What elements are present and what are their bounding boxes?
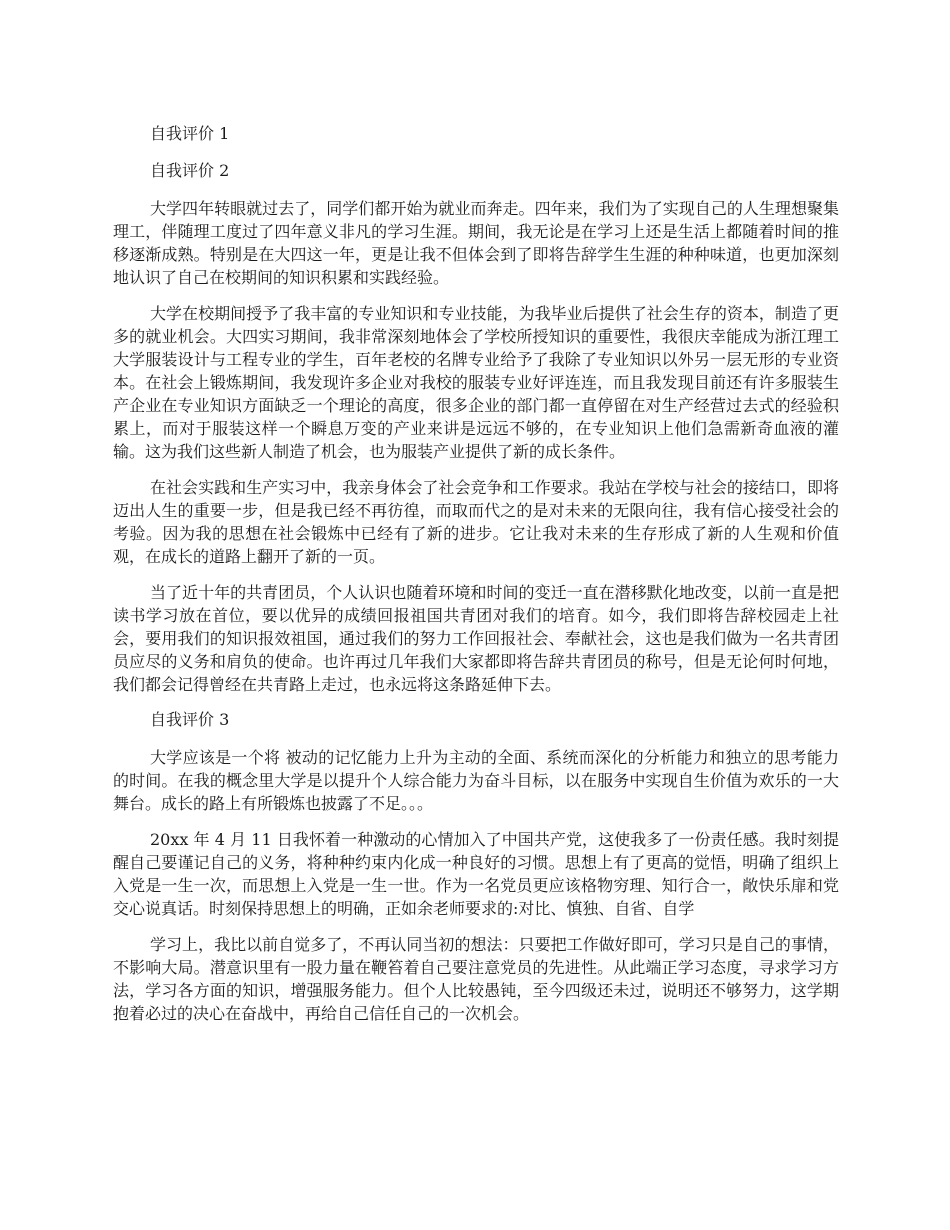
paragraph: 大学应该是一个将 被动的记忆能力上升为主动的全面、系统而深化的分析能力和独立的思考能力的时间。在我的概念里大学是以提升个人综合能力为奋斗目标，以在服务中实现自生价值为欢乐的一大舞台。成长的路上有所锻炼也披露了不足。。。: [113, 748, 839, 813]
section-heading-3: 自我评价 3: [150, 710, 230, 729]
paragraph: 大学在校期间授予了我丰富的专业知识和专业技能，为我毕业后提供了社会生存的资本，制造了更多的就业机会。大四实习期间，我非常深刻地体会了学校所授知识的重要性，我很庆幸能成为浙江理工大学服装设计与工程专业的学生，百年老校的名牌专业给予了我除了专业知识以外另一层无形的专业资本。在社会上锻炼期间，我发现许多企业对我校的服装专业好评连连，而且我发现目前还有许多服装生产企业在专业知识方面缺乏一个理论的高度，很多企业的部门都一直停留在对生产经营过去式的经验积累上，而对于服装这样一个瞬息万变的产业来讲是远远不够的，在专业知识上他们急需新奇血液的灌输。这为我们这些新人制造了机会，也为服装产业提供了新的成长条件。: [113, 304, 839, 461]
paragraph: 在社会实践和生产实习中，我亲身体会了社会竞争和工作要求。我站在学校与社会的接结口，即将迈出人生的重要一步，但是我已经不再彷徨，而取而代之的是对未来的无限向往，我有信心接受社会的考验。因为我的思想在社会锻炼中已经有了新的进步。它让我对未来的生存形成了新的人生观和价值观，在成长的道路上翻开了新的一页。: [113, 478, 839, 566]
paragraph: 学习上，我比以前自觉多了，不再认同当初的想法：只要把工作做好即可，学习只是自己的事情，不影响大局。潜意识里有一股力量在鞭笞着自己要注意党员的先进性。从此端正学习态度，寻求学习方法，学习各方面的知识，增强服务能力。但个人比较愚钝，至今四级还未过，说明还不够努力，这学期抱着必过的决心在奋战中，再给自己信任自己的一次机会。: [113, 935, 839, 1023]
section-heading-1: 自我评价 1: [150, 124, 230, 143]
paragraph: 当了近十年的共青团员，个人认识也随着环境和时间的变迁一直在潜移默化地改变，以前一直是把读书学习放在首位，要以优异的成绩回报祖国共青团对我们的培育。如今，我们即将告辞校园走上社会，要用我们的知识报效祖国，通过我们的努力工作回报社会、奉献社会，这也是我们做为一名共青团员应尽的义务和肩负的使命。也许再过几年我们大家都即将告辞共青团员的称号，但是无论何时何地，我们都会记得曾经在共青路上走过，也永远将这条路延伸下去。: [113, 583, 839, 694]
paragraph: 大学四年转眼就过去了，同学们都开始为就业而奔走。四年来，我们为了实现自己的人生理想聚集理工，伴随理工度过了四年意义非凡的学习生涯。期间，我无论是在学习上还是生活上都随着时间的推移逐渐成熟。特别是在大四这一年，更是让我不但体会到了即将告辞学生生涯的种种味道，也更加深刻地认识了自己在校期间的知识积累和实践经验。: [113, 199, 839, 287]
section-heading-2: 自我评价 2: [150, 161, 230, 180]
document-page: [113, 123, 839, 1025]
paragraph: 20xx 年 4 月 11 日我怀着一种激动的心情加入了中国共产党，这使我多了一份责任感。我时刻提醒自己要谨记自己的义务，将种种约束内化成一种良好的习惯。思想上有了更高的觉悟，明确了组织上入党是一生一次，而思想上入党是一生一世。作为一名党员更应该格物穷理、知行合一，敞快乐扉和党交心说真话。时刻保持思想上的明确，正如余老师要求的:对比、慎独、自省、自学: [113, 830, 839, 918]
